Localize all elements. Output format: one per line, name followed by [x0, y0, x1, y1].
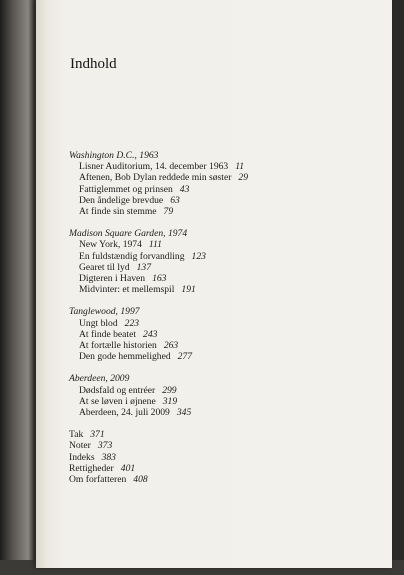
entry-title: Rettigheder	[69, 462, 114, 474]
page-number: 373	[97, 440, 113, 452]
toc-entry	[69, 429, 369, 440]
page-number: 319	[162, 395, 178, 407]
entry-title: Lisner Auditorium, 14. december 1963	[79, 161, 229, 173]
entry-title: At finde sin stemme	[79, 206, 157, 218]
toc-entry	[69, 262, 369, 273]
page-number: 123	[191, 250, 206, 262]
toc-entry	[69, 284, 369, 295]
toc-entry	[69, 385, 369, 396]
page-number: 223	[124, 317, 140, 329]
page-number: 277	[177, 351, 193, 363]
entry-title: Tak	[69, 429, 84, 441]
entry-title: Den gode hemmelighed	[79, 351, 171, 363]
toc-entry	[69, 318, 369, 329]
toc-entry	[69, 172, 369, 183]
toc-entry	[69, 340, 369, 351]
entry-title: At finde beatet	[79, 328, 137, 340]
page-number: 263	[163, 340, 179, 352]
toc-entry	[69, 184, 369, 195]
toc-entry	[69, 474, 369, 485]
entry-title: Aftenen, Bob Dylan reddede min søster	[79, 172, 232, 184]
page-title: Indhold	[70, 56, 117, 72]
toc-entry	[69, 396, 369, 407]
toc-section	[69, 228, 369, 295]
entry-title: Midvinter: et mellemspil	[79, 284, 175, 296]
section-title: Madison Square Garden, 1974	[69, 228, 188, 240]
table-of-contents	[69, 150, 369, 485]
toc-entry	[69, 239, 369, 250]
toc-entry	[69, 463, 369, 474]
toc-entry	[69, 407, 369, 418]
page-number: 11	[235, 161, 245, 173]
entry-title: En fuldstændig forvandling	[79, 250, 185, 262]
page-number: 137	[136, 261, 152, 273]
toc-entry	[69, 195, 369, 206]
section-title: Tanglewood, 1997	[69, 306, 140, 318]
entry-title: Ungt blod	[79, 317, 118, 329]
page-number: 63	[170, 194, 180, 206]
toc-entry	[69, 452, 369, 463]
toc-entry	[69, 351, 369, 362]
page-number: 345	[176, 407, 192, 419]
page-number: 371	[90, 429, 105, 441]
toc-entry	[69, 251, 369, 262]
entry-title: Om forfatteren	[69, 474, 127, 486]
page-number: 191	[181, 284, 196, 296]
page-number: 408	[133, 474, 148, 486]
page-number: 29	[238, 172, 248, 184]
page-number: 111	[148, 239, 162, 251]
entry-title: At se løven i øjnene	[79, 395, 156, 407]
page-number: 243	[143, 328, 158, 340]
entry-title: Aberdeen, 24. juli 2009	[79, 407, 170, 419]
entry-title: Gearet til lyd	[79, 261, 130, 273]
entry-title: Indeks	[69, 451, 95, 463]
page-number: 383	[101, 451, 116, 463]
page-number: 401	[120, 462, 136, 474]
page-number: 163	[152, 273, 167, 285]
back-matter	[69, 429, 369, 485]
entry-title: Den åndelige brevdue	[79, 194, 164, 206]
entry-title: Digteren i Haven	[79, 273, 146, 285]
toc-section	[69, 306, 369, 362]
toc-entry	[69, 161, 369, 172]
entry-title: Fattiglemmet og prinsen	[79, 183, 173, 195]
toc-entry	[69, 273, 369, 284]
toc-entry	[69, 440, 369, 451]
toc-entry	[69, 206, 369, 217]
entry-title: New York, 1974	[79, 239, 142, 251]
page-number: 299	[162, 384, 177, 396]
toc-entry	[69, 329, 369, 340]
entry-title: Noter	[69, 440, 91, 452]
section-title: Washington D.C., 1963	[69, 150, 159, 161]
toc-section	[69, 150, 369, 217]
section-title: Aberdeen, 2009	[69, 373, 130, 385]
entry-title: Dødsfald og entréer	[79, 384, 156, 396]
toc-section	[69, 373, 369, 418]
entry-title: At fortælle historien	[79, 340, 157, 352]
page-number: 79	[163, 206, 174, 218]
page-number: 43	[179, 183, 190, 195]
